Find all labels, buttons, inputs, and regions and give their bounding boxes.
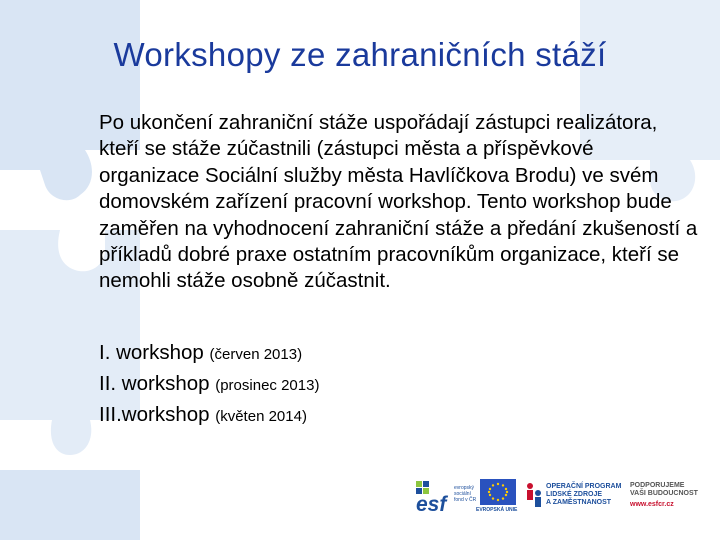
op-logo	[524, 481, 544, 513]
workshop-item-label: II. workshop	[99, 372, 216, 395]
workshop-item-label: III.workshop	[99, 403, 216, 426]
slogan-text: PODPORUJEME VAŠI BUDOUCNOST	[630, 482, 698, 497]
body-paragraph: Po ukončení zahraniční stáže uspořádají zástupci realizátora, kteří se stáže zúčastnili (zástupci města a příspěvkové organizace Sociální služby města Havlíčkova Brodu) ve svém domovském zařízení pracovní workshop. Tento workshop bude zaměřen na vyhodnocení zahraniční stáže a předání zkušeností a příkladů dobré praxe ostatním pracovníkům organizace, kteří se nemohli stáže osobně zúčastnit.	[99, 111, 698, 293]
esf-logo	[414, 479, 452, 515]
workshop-item-date: (červen 2013)	[209, 346, 303, 363]
esf-side-text: evropský sociální fond v ČR	[454, 485, 477, 503]
workshop-item-date: (květen 2014)	[215, 408, 307, 425]
eu-stars-icon	[480, 479, 516, 505]
esf-url: www.esfcr.cz	[630, 501, 674, 508]
op-text: OPERAČNÍ PROGRAM LIDSKÉ ZDROJE A ZAMĚSTNANOST	[546, 483, 622, 506]
eu-caption: EVROPSKÁ UNIE	[476, 507, 518, 513]
esf-logo-text: esf	[416, 493, 447, 516]
workshop-item	[99, 369, 319, 400]
workshop-item	[99, 338, 319, 369]
eu-flag	[480, 479, 516, 505]
funding-logos-footer	[414, 477, 710, 517]
op-figures-icon	[524, 481, 544, 513]
workshop-list	[99, 338, 319, 431]
workshop-item	[99, 400, 319, 431]
workshop-item-date: (prosinec 2013)	[215, 377, 320, 394]
workshop-item-label: I. workshop	[99, 341, 210, 364]
slide-title: Workshopy ze zahraničních stáží	[113, 36, 607, 73]
